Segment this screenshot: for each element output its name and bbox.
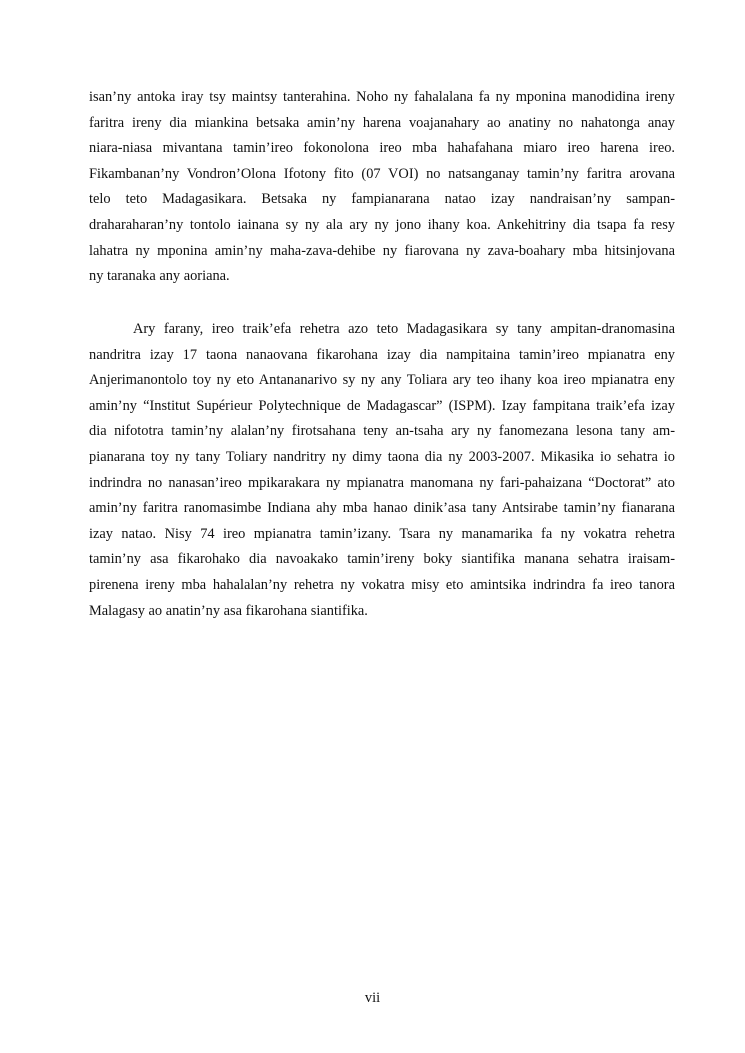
text-line: nandritra izay 17 taona nanaovana fikarohana izay dia nampitaina tamin’ireo mpianatra eny: [89, 346, 675, 363]
text-line: draharaharan’ny tontolo iainana sy ny ala ary ny jono ihany koa. Ankehitriny dia tsapa fa resy: [89, 216, 675, 233]
text-line: Anjerimanontolo toy ny eto Antananarivo sy ny any Toliara ary teo ihany koa ireo mpianatra eny: [89, 372, 675, 389]
text-line: izay natao. Nisy 74 ireo mpianatra tamin’izany. Tsara ny manamarika fa ny vokatra rehetra: [89, 525, 675, 542]
text-line: ny taranaka any aoriana.: [89, 268, 230, 285]
text-line: telo teto Madagasikara. Betsaka ny fampianarana natao izay nandraisan’ny sampan-: [89, 191, 675, 208]
text-line: tamin’ny asa fikarohako dia navoakako tamin’ireny boky siantifika manana sehatra iraisam-: [89, 551, 675, 568]
text-line: niara-niasa mivantana tamin’ireo fokonolona ireo mba hahafahana miaro ireo harena ireo.: [89, 140, 675, 157]
text-line: amin’ny “Institut Supérieur Polytechnique de Madagascar” (ISPM). Izay fampitana traik’efa izay: [89, 397, 675, 414]
text-line: pianarana toy ny tany Toliary nandritry ny dimy taona dia ny 2003-2007. Mikasika io sehatra io: [89, 448, 675, 465]
text-line: isan’ny antoka iray tsy maintsy tanterahina. Noho ny fahalalana fa ny mponina manodidina ireny: [89, 89, 675, 105]
text-line: Fikambanan’ny Vondron’Olona Ifotony fito (07 VOI) no natsanganay tamin’ny faritra arovana: [89, 165, 675, 182]
text-line: dia nifototra tamin’ny alalan’ny firotsahana teny an-tsaha ary ny fanomezana lesona tany am-: [89, 423, 675, 440]
text-line: Ary farany, ireo traik’efa rehetra azo teto Madagasikara sy tany ampitan-dranomasina: [133, 321, 675, 337]
paragraph-2: [89, 317, 675, 624]
text-line: indrindra no nanasan’ireo mpikarakara ny mpianatra manomana ny fari-pahaizana “Doctorat” ato: [89, 474, 675, 491]
text-line: Malagasy ao anatin’ny asa fikarohana siantifika.: [89, 602, 368, 619]
page-number: vii: [364, 990, 381, 1006]
text-line: lahatra ny mponina amin’ny maha-zava-dehibe ny fiarovana ny zava-boahary mba hitsinjovana: [89, 242, 675, 259]
text-line: pirenena ireny mba hahalalan’ny rehetra ny vokatra misy eto amintsika indrindra fa ireo tanora: [89, 576, 675, 593]
text-line: faritra ireny dia miankina betsaka amin’ny harena voajanahary ao anatiny no nahatonga anay: [89, 114, 675, 131]
text-line: amin’ny faritra ranomasimbe Indiana ahy mba hanao dinik’asa tany Antsirabe tamin’ny fianarana: [89, 500, 675, 517]
paragraph-1: [89, 85, 675, 290]
